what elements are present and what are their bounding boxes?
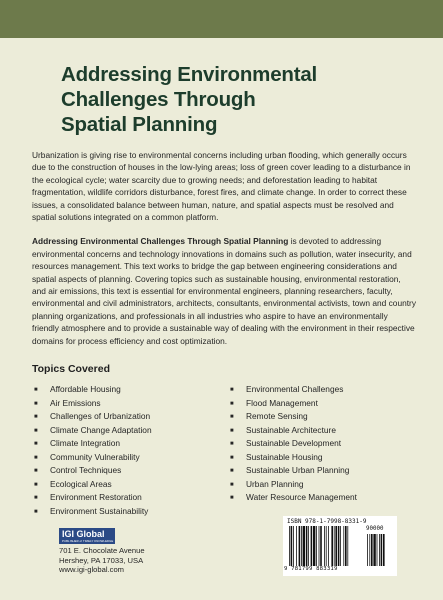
book-title-inline: Addressing Environmental Challenges Through Spatial Planning xyxy=(32,236,289,247)
bullet-icon: ■ xyxy=(230,454,234,461)
barcode-bar xyxy=(296,526,297,566)
barcode-bar xyxy=(335,526,337,566)
bullet-icon: ■ xyxy=(34,441,38,448)
barcode-addon-bar xyxy=(383,534,385,566)
barcode-addon-bar xyxy=(373,534,375,566)
website-link[interactable]: www.igi-global.com xyxy=(59,565,124,575)
topic-item: ■ Challenges of Urbanization xyxy=(32,410,152,424)
topics-heading: Topics Covered xyxy=(32,363,110,376)
topics-column-right xyxy=(228,383,357,505)
topic-item: ■ Environment Sustainability xyxy=(32,505,152,519)
publisher-logo-text: IGI Global xyxy=(62,529,105,539)
barcode-bar xyxy=(338,526,340,566)
barcode-bar xyxy=(326,526,327,566)
barcode-bar xyxy=(347,526,348,566)
topics-list xyxy=(32,383,416,516)
bullet-icon: ■ xyxy=(34,400,38,407)
topic-item: ■ Environment Restoration xyxy=(32,491,152,505)
title-line: Challenges Through xyxy=(61,88,256,111)
publisher-logo xyxy=(59,528,115,544)
barcode-bar xyxy=(340,526,341,566)
topic-item: ■ Control Techniques xyxy=(32,464,152,478)
barcode-bar xyxy=(293,526,294,566)
topic-item: ■ Climate Integration xyxy=(32,437,152,451)
topic-item: ■ Ecological Areas xyxy=(32,478,152,492)
barcode-bar xyxy=(319,526,320,566)
topic-item: ■ Flood Management xyxy=(228,397,357,411)
barcode-addon-digits: 90000 xyxy=(366,526,384,532)
isbn-barcode xyxy=(283,516,397,576)
barcode-bar xyxy=(334,526,335,566)
barcode-addon-bar xyxy=(367,534,368,566)
publisher-logo-tagline: PUBLISHER of TIMELY KNOWLEDGE xyxy=(62,539,114,543)
title-line: Addressing Environmental xyxy=(61,63,318,86)
barcode-bar xyxy=(316,526,317,566)
barcode-bar xyxy=(306,526,308,566)
isbn-number: ISBN 978-1-7998-8331-9 xyxy=(287,518,367,525)
barcode-bar xyxy=(289,526,290,566)
bullet-icon: ■ xyxy=(230,427,234,434)
barcode-addon-bar xyxy=(379,534,380,566)
bullet-icon: ■ xyxy=(230,400,234,407)
topic-item: ■ Sustainable Urban Planning xyxy=(228,464,357,478)
publisher-address xyxy=(59,546,145,575)
topic-item: ■ Urban Planning xyxy=(228,478,357,492)
topic-item: ■ Sustainable Development xyxy=(228,437,357,451)
topic-item: ■ Community Vulnerability xyxy=(32,451,152,465)
topics-column-left xyxy=(32,383,152,518)
bullet-icon: ■ xyxy=(34,481,38,488)
barcode-bar xyxy=(324,526,325,566)
barcode-bar xyxy=(299,526,301,566)
bullet-icon: ■ xyxy=(230,481,234,488)
barcode-bar xyxy=(301,526,302,566)
bullet-icon: ■ xyxy=(230,414,234,421)
barcode-bar xyxy=(343,526,344,566)
title-line: Spatial Planning xyxy=(61,113,218,136)
bullet-icon: ■ xyxy=(230,468,234,475)
barcode-bar xyxy=(313,526,315,566)
barcode-bar xyxy=(291,526,293,566)
topic-item: ■ Air Emissions xyxy=(32,397,152,411)
topic-item: ■ Environmental Challenges xyxy=(228,383,357,397)
barcode-bar xyxy=(331,526,333,566)
barcode-digits: 9 781799 883319 xyxy=(284,566,338,572)
topic-item: ■ Remote Sensing xyxy=(228,410,357,424)
bullet-icon: ■ xyxy=(34,508,38,515)
description-paragraph-1: Urbanization is giving rise to environmental concerns including urban flooding, which generally occurs due to the construction of houses in the low-lying areas; loss of green cover leading to a disturbance in the ecological cycle; water scarcity due to growing needs; and deforestation leading to habitat fragmentation, wildlife corridors disturbance, forest fires, and climate change. In order to correct these issues, a consolidated balance between human, nature, and spatial aspects must be resolved and spatial solutions integrated on a common platform. xyxy=(32,150,411,223)
barcode-addon-bar xyxy=(377,534,378,566)
bullet-icon: ■ xyxy=(34,468,38,475)
bullet-icon: ■ xyxy=(230,387,234,394)
bullet-icon: ■ xyxy=(34,387,38,394)
top-color-band xyxy=(0,0,443,38)
barcode-bar xyxy=(320,526,322,566)
barcode-bar xyxy=(308,526,309,566)
back-cover-content xyxy=(32,38,416,516)
bullet-icon: ■ xyxy=(230,441,234,448)
description-paragraph-2-text: is devoted to addressing environmental concerns and technology innovations in domains such as pollution, water insecurity, and resources management. This text works to bridge the gap between engineering considerations and spatial aspects of planning. Covering topics such as sustainable housing, environmental restoration, and air emissions, this text is essential for environmental engineers, planning researchers, faculty, environmental and civil administrators, architects, consultants, environmental activists, town and country planning organizations, and professionals in all industries who aspire to have an environmentally friendly atmosphere and to provide a sustainable way of dealing with the environment in their respective domains for process efficiency and cost optimization. xyxy=(32,236,416,346)
topic-item: ■ Climate Change Adaptation xyxy=(32,424,152,438)
barcode-bar xyxy=(328,526,329,566)
book-title xyxy=(61,62,416,137)
topic-item: ■ Water Resource Management xyxy=(228,491,357,505)
barcode-bar xyxy=(345,526,347,566)
barcode-addon-bar xyxy=(381,534,383,566)
topic-item: ■ Sustainable Architecture xyxy=(228,424,357,438)
barcode-bar xyxy=(303,526,305,566)
topic-item: ■ Sustainable Housing xyxy=(228,451,357,465)
bullet-icon: ■ xyxy=(34,495,38,502)
topic-item: ■ Affordable Housing xyxy=(32,383,152,397)
barcode-addon-bar xyxy=(369,534,370,566)
description-paragraph-2 xyxy=(32,235,416,347)
bullet-icon: ■ xyxy=(34,414,38,421)
barcode-addon-bar xyxy=(371,534,373,566)
bullet-icon: ■ xyxy=(34,454,38,461)
address-line: Hershey, PA 17033, USA xyxy=(59,555,144,565)
barcode-bar xyxy=(311,526,313,566)
bullet-icon: ■ xyxy=(34,427,38,434)
address-line: 701 E. Chocolate Avenue xyxy=(59,546,145,555)
bullet-icon: ■ xyxy=(230,495,234,502)
